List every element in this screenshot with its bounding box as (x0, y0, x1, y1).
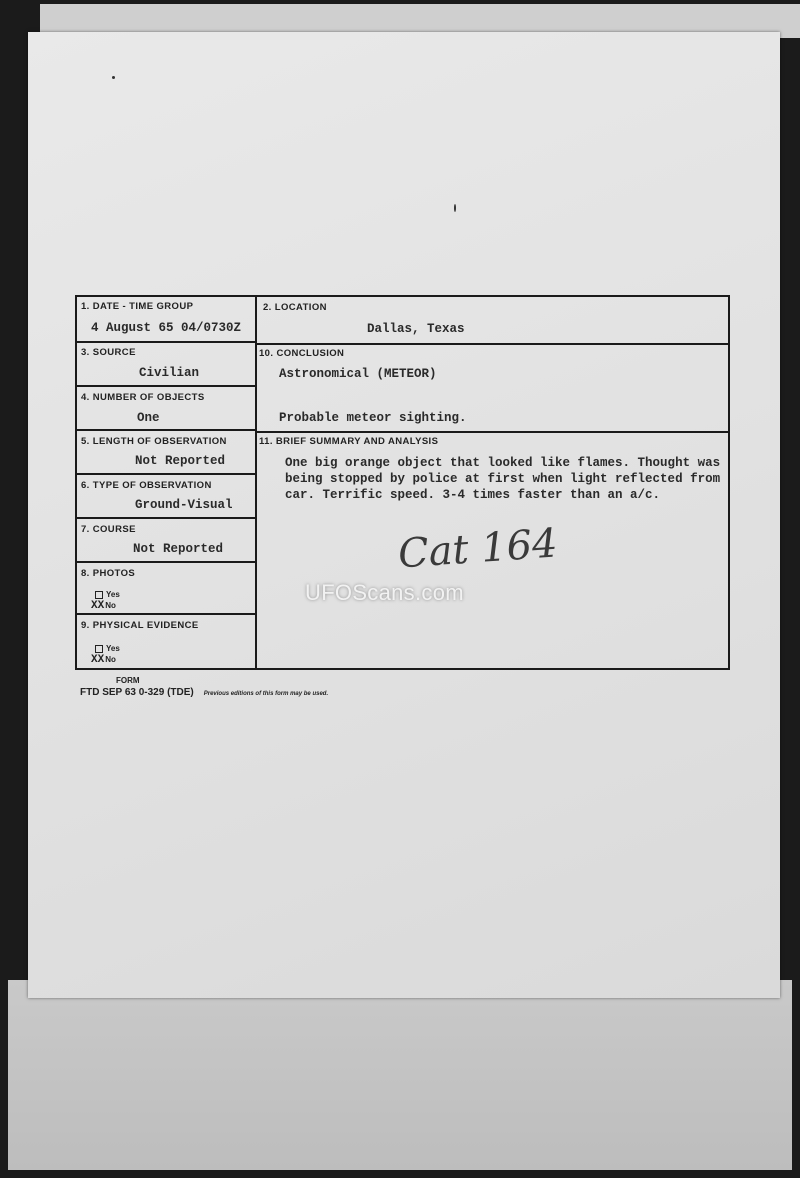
watermark: UFOScans.com (305, 580, 464, 605)
footer-note: Previous editions of this form may be used. (203, 691, 329, 697)
course-value: Not Reported (133, 542, 224, 556)
course-cell (77, 519, 255, 563)
location-value: Dallas, Texas (367, 322, 465, 336)
summary-label: 11. BRIEF SUMMARY AND ANALYSIS (259, 436, 439, 447)
evidence-no-option: XXNo (91, 654, 116, 666)
length-value: Not Reported (135, 454, 226, 468)
type-label: 6. TYPE OF OBSERVATION (81, 480, 212, 491)
photos-no-option: XXNo (91, 600, 116, 612)
form-divider (255, 297, 257, 668)
checkbox-icon (95, 645, 103, 653)
conclusion-note: Probable meteor sighting. (279, 411, 467, 425)
footer-code: FTD SEP 63 0-329 (TDE) (80, 687, 194, 698)
form-rule (257, 343, 728, 345)
source-cell (77, 343, 255, 387)
conclusion-label: 10. CONCLUSION (259, 348, 345, 359)
photos-cell (77, 563, 255, 615)
evidence-yes-option: Yes (95, 644, 120, 653)
source-label: 3. SOURCE (81, 347, 136, 358)
course-label: 7. COURSE (81, 524, 136, 535)
objects-cell (77, 387, 255, 431)
objects-label: 4. NUMBER OF OBJECTS (81, 392, 205, 403)
objects-value: One (137, 411, 160, 425)
photos-label: 8. PHOTOS (81, 568, 136, 579)
date-value: 4 August 65 04/0730Z (91, 321, 242, 335)
location-label: 2. LOCATION (263, 302, 327, 313)
x-mark-icon: XX (91, 600, 105, 612)
date-cell (77, 297, 255, 343)
back-sheet (8, 980, 792, 1170)
type-cell (77, 475, 255, 519)
type-value: Ground-Visual (135, 498, 233, 512)
conclusion-value: Astronomical (METEOR) (279, 367, 437, 381)
form-rule (257, 431, 728, 433)
checkbox-icon (95, 591, 103, 599)
evidence-cell (77, 615, 255, 668)
length-label: 5. LENGTH OF OBSERVATION (81, 436, 227, 447)
evidence-label: 9. PHYSICAL EVIDENCE (81, 620, 199, 631)
form-footer (80, 687, 328, 698)
ink-speck (112, 76, 115, 79)
photos-yes-option: Yes (95, 590, 120, 599)
length-cell (77, 431, 255, 475)
ink-speck (454, 204, 456, 212)
date-label: 1. DATE - TIME GROUP (81, 301, 194, 312)
handwritten-annotation: Cat 164 (396, 520, 560, 578)
summary-text: One big orange object that looked like flames. Thought was being stopped by police at first when light reflected from car. Terrific speed. 3-4 times faster than an a/c. (285, 456, 721, 502)
report-form (75, 295, 730, 670)
x-mark-icon: XX (91, 654, 105, 666)
source-value: Civilian (139, 366, 200, 380)
footer-form-word: FORM (116, 676, 140, 685)
